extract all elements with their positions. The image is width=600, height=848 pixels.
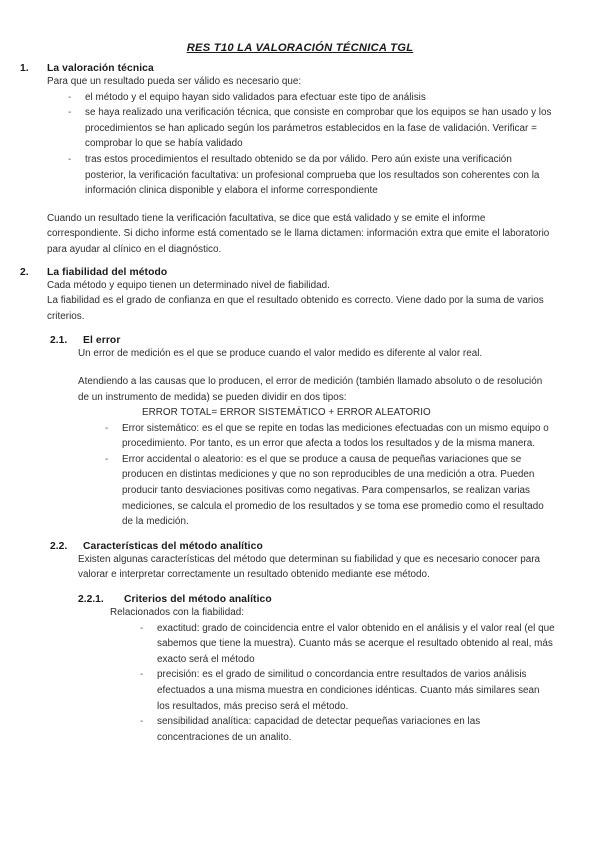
list-item [105,452,600,530]
list-item-text: precisión: es el grado de similitud o concordancia entre resultados de varios análisis efectuados a una misma muestra en condiciones idénticas. Cuanto más similares sean los resultados, más preciso será el método. [157,669,540,712]
list-item [140,621,600,668]
document-title: RES T10 LA VALORACIÓN TÉCNICA TGL [186,42,414,54]
section-2-1-heading [0,335,600,346]
dash-bullet-icon: - [140,622,144,634]
section-1-title: La valoración técnica [47,63,154,74]
section-2-2-1-title: Criterios del método analítico [124,594,272,606]
section-2-1-bullet-list [0,421,600,530]
dash-bullet-icon: - [105,453,109,465]
list-item-text: sensibilidad analítica: capacidad de detectar pequeñas variaciones en las concentraciones de un analito. [157,716,481,743]
list-item [140,667,600,714]
section-2-1-paragraph-1: Un error de medición es el que se produce cuando el valor medido es diferente al valor real. [78,348,483,360]
list-item-text: Error sistemático: es el que se repite en todas las mediciones efectuadas con un mismo equipo o procedimiento. Por tanto, es un error que afecta a todos los resultados y de la misma manera. [122,422,549,450]
section-2-2-1-heading [0,594,600,605]
section-2-title: La fiabilidad del método [47,266,168,278]
dash-bullet-icon: - [140,716,144,728]
section-2-line-2: La fiabilidad es el grado de confianza en que el resultado obtenido es correcto. Viene dado por la suma de varios criterios. [47,295,544,322]
dash-bullet-icon: - [68,91,72,103]
section-2-2-number: 2.2. [50,540,68,552]
section-2-2-1-number: 2.2.1. [78,594,104,606]
section-2-2-paragraph-1: Existen algunas características del método que determinan su fiabilidad y que es necesario conocer para valorar e interpretar correctamente un resultado obtenido mediante ese método. [78,553,541,581]
section-2-1-paragraph-2: Atendiendo a las causas que lo producen, el error de medición (también llamado absoluto o de resolución de un instrumento de medida) se pueden dividir en dos tipos: [78,375,543,403]
list-item [68,105,600,152]
error-total-formula: ERROR TOTAL= ERROR SISTEMÁTICO + ERROR ALEATORIO [142,407,431,419]
section-2-2-heading [0,541,600,552]
section-1-closing-paragraph: Cuando un resultado tiene la verificación facultativa, se dice que está validado y se emite el informe correspondiente. Si dicho informe está comentado se le llama dictamen: información extra que emite el laboratorio para ayudar al clínico en el diagnóstico. [47,212,550,255]
list-item-text: se haya realizado una verificación técnica, que consiste en comprobar que los equipos se han usado y los procedimientos se han aplicado según los parámetros establecidos en la fase de validación. Verificar = comprobar lo que se había validado [85,107,552,150]
list-item-text: el método y el equipo hayan sido validados para efectuar este tipo de análisis [85,91,426,103]
section-2-number: 2. [20,266,29,278]
section-1-number: 1. [20,63,29,74]
list-item [68,152,600,199]
list-item [105,421,600,452]
section-2-2-1-intro: Relacionados con la fiabilidad: [110,607,245,619]
section-2-2-1-bullet-list [0,621,600,746]
section-1-heading [0,63,600,74]
section-2-1-title: El error [83,335,121,347]
section-2-heading [0,267,600,278]
dash-bullet-icon: - [68,107,72,119]
list-item-text: exactitud: grado de coincidencia entre el valor obtenido en el análisis y el valor real (el que sabemos que tiene la muestra). Cuanto más se acerque el resultado obtenido al real, más exacto será el método [157,622,555,665]
list-item-text: Error accidental o aleatorio: es el que se produce a causa de pequeñas variaciones que se producen en distintas mediciones y que no son reproducibles de una medición a otra. Pueden producir tanto desviaciones positivas como negativas. Para compensarlos, se realizan varias mediciones, se calcula el promedio de los resultados y se toma ese promedio como el resultado de la medición. [122,453,544,528]
list-item [68,90,600,106]
section-1-intro: Para que un resultado pueda ser válido es necesario que: [47,76,302,87]
dash-bullet-icon: - [140,669,144,681]
section-1-bullet-list [0,90,600,199]
dash-bullet-icon: - [68,153,72,165]
section-2-line-1: Cada método y equipo tienen un determinado nivel de fiabilidad. [47,279,330,291]
section-2-2-title: Características del método analítico [83,540,263,552]
list-item-text: tras estos procedimientos el resultado obtenido se da por válido. Pero aún existe una verificación posterior, la verificación facultativa: un profesional comprueba que los resultados son coherentes con la información clinica disponible y elabora el informe correspondiente [85,153,540,197]
dash-bullet-icon: - [105,422,109,434]
section-2-1-number: 2.1. [50,335,68,347]
list-item [140,714,600,745]
